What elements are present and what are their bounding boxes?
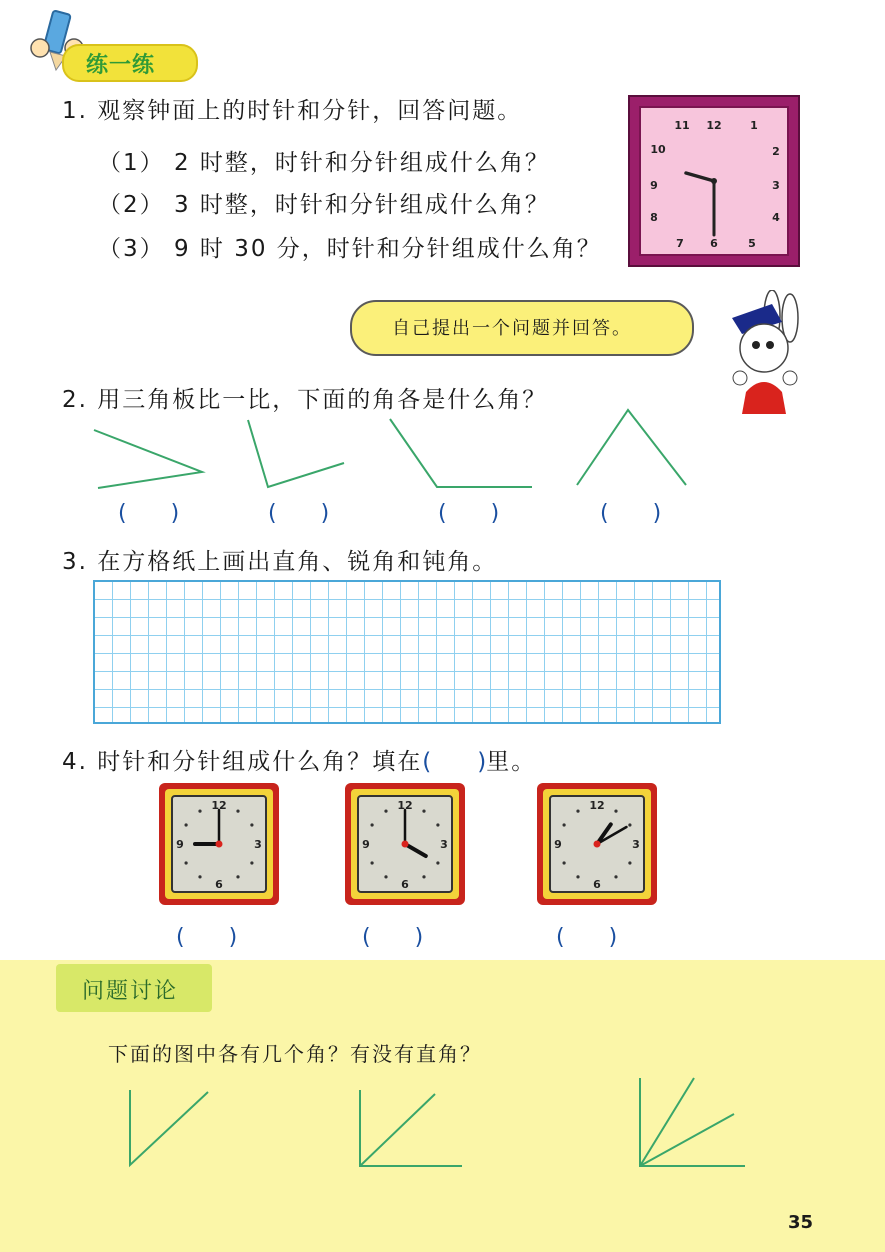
small-clock-1 [158, 782, 280, 906]
clock-numeral: 2 [772, 145, 780, 158]
discussion-figure-2 [360, 1090, 462, 1166]
clock-numeral: 5 [748, 237, 756, 250]
tick-mark [384, 809, 387, 812]
discussion-figure-3-ray-b [640, 1114, 734, 1166]
question-4-title-before: 4. 时针和分针组成什么角？填在 [62, 749, 423, 775]
page-number: 35 [788, 1212, 814, 1233]
tick-mark [384, 875, 387, 878]
clock-numeral: 1 [750, 119, 758, 132]
tick-mark [436, 823, 439, 826]
discussion-figure-1 [130, 1090, 208, 1165]
question-3-title: 3. 在方格纸上画出直角、锐角和钝角。 [62, 549, 498, 575]
tick-mark [250, 823, 253, 826]
clock-numeral: 6 [710, 237, 718, 250]
grid-paper[interactable] [93, 580, 721, 724]
tick-mark [236, 875, 239, 878]
clock-numeral: 11 [674, 119, 690, 132]
section-header-badge [26, 8, 176, 78]
clock-numeral: 9 [650, 179, 658, 192]
small-clock-2 [344, 782, 466, 906]
tick-mark [184, 823, 187, 826]
clock-numeral: 6 [401, 878, 409, 891]
tick-mark [198, 875, 201, 878]
answer-blank-2-2[interactable]: ( ) [268, 501, 330, 526]
rabbit-mascot-icon [712, 290, 817, 418]
tick-mark [576, 809, 579, 812]
tick-mark [614, 875, 617, 878]
question-4-title [62, 743, 536, 776]
clock-numeral: 3 [254, 838, 262, 851]
clock-numeral: 12 [397, 799, 413, 812]
discussion-question: 下面的图中各有几个角？有没有直角？ [108, 1042, 482, 1066]
clock-numeral: 4 [772, 211, 780, 224]
tick-mark [436, 861, 439, 864]
angle-figures [80, 405, 700, 500]
question-4-title-paren: ( ) [422, 749, 487, 775]
discussion-figure-2-ray [360, 1094, 435, 1166]
discussion-tag-label: 问题讨论 [82, 979, 179, 1004]
clock-numeral: 10 [650, 143, 666, 156]
tick-mark [250, 861, 253, 864]
clock-numeral: 9 [176, 838, 184, 851]
clock-numeral: 12 [211, 799, 227, 812]
answer-blank-4-2[interactable]: ( ) [362, 925, 424, 950]
clock-numeral: 6 [593, 878, 601, 891]
question-1-title: 1. 观察钟面上的时针和分针，回答问题。 [62, 98, 523, 124]
small-clock-3 [536, 782, 658, 906]
tick-mark [614, 809, 617, 812]
question-1-item-3: （3） 9 时 30 分，时针和分针组成什么角？ [98, 236, 602, 262]
clock-numeral: 7 [676, 237, 684, 250]
clock-numeral: 12 [589, 799, 605, 812]
tick-mark [628, 861, 631, 864]
speech-bubble-text: 自己提出一个问题并回答。 [392, 318, 632, 339]
answer-blank-4-3[interactable]: ( ) [556, 925, 618, 950]
acute-angle-figure [94, 430, 202, 488]
section-header-label: 练一练 [86, 53, 156, 78]
tick-mark [562, 861, 565, 864]
answer-blank-2-1[interactable]: ( ) [118, 501, 180, 526]
tick-mark [370, 861, 373, 864]
tick-mark [422, 875, 425, 878]
clock-numeral: 12 [706, 119, 722, 132]
tick-mark [184, 861, 187, 864]
clock-numeral: 9 [362, 838, 370, 851]
tick-mark [576, 875, 579, 878]
tick-mark [370, 823, 373, 826]
question-4-title-after: 里。 [486, 749, 537, 775]
discussion-figures [110, 1070, 760, 1175]
angle-figure-4 [577, 410, 686, 485]
discussion-tag [56, 964, 212, 1012]
clock-center [216, 841, 223, 848]
clock-center [402, 841, 409, 848]
clock-numeral: 3 [632, 838, 640, 851]
question-2-title: 2. 用三角板比一比，下面的角各是什么角？ [62, 387, 548, 413]
clock-numeral: 8 [650, 211, 658, 224]
discussion-figure-3 [640, 1078, 745, 1166]
speech-bubble [350, 300, 694, 356]
clock-numeral: 6 [215, 878, 223, 891]
clock-center [594, 841, 601, 848]
tick-mark [236, 809, 239, 812]
answer-blank-2-3[interactable]: ( ) [438, 501, 500, 526]
tick-mark [422, 809, 425, 812]
question-1-item-1: （1） 2 时整，时针和分针组成什么角？ [98, 150, 550, 176]
clock-numeral: 3 [772, 179, 780, 192]
answer-blank-4-1[interactable]: ( ) [176, 925, 238, 950]
clock-numeral: 9 [554, 838, 562, 851]
answer-blank-2-4[interactable]: ( ) [600, 501, 662, 526]
square-clock-930 [628, 95, 800, 267]
angle-figure-2 [248, 420, 344, 487]
tick-mark [562, 823, 565, 826]
obtuse-angle-figure [390, 419, 532, 487]
tick-mark [198, 809, 201, 812]
tick-mark [628, 823, 631, 826]
clock-numeral: 3 [440, 838, 448, 851]
question-1-item-2: （2） 3 时整，时针和分针组成什么角？ [98, 192, 550, 218]
discussion-figure-3-ray-a [640, 1078, 694, 1166]
